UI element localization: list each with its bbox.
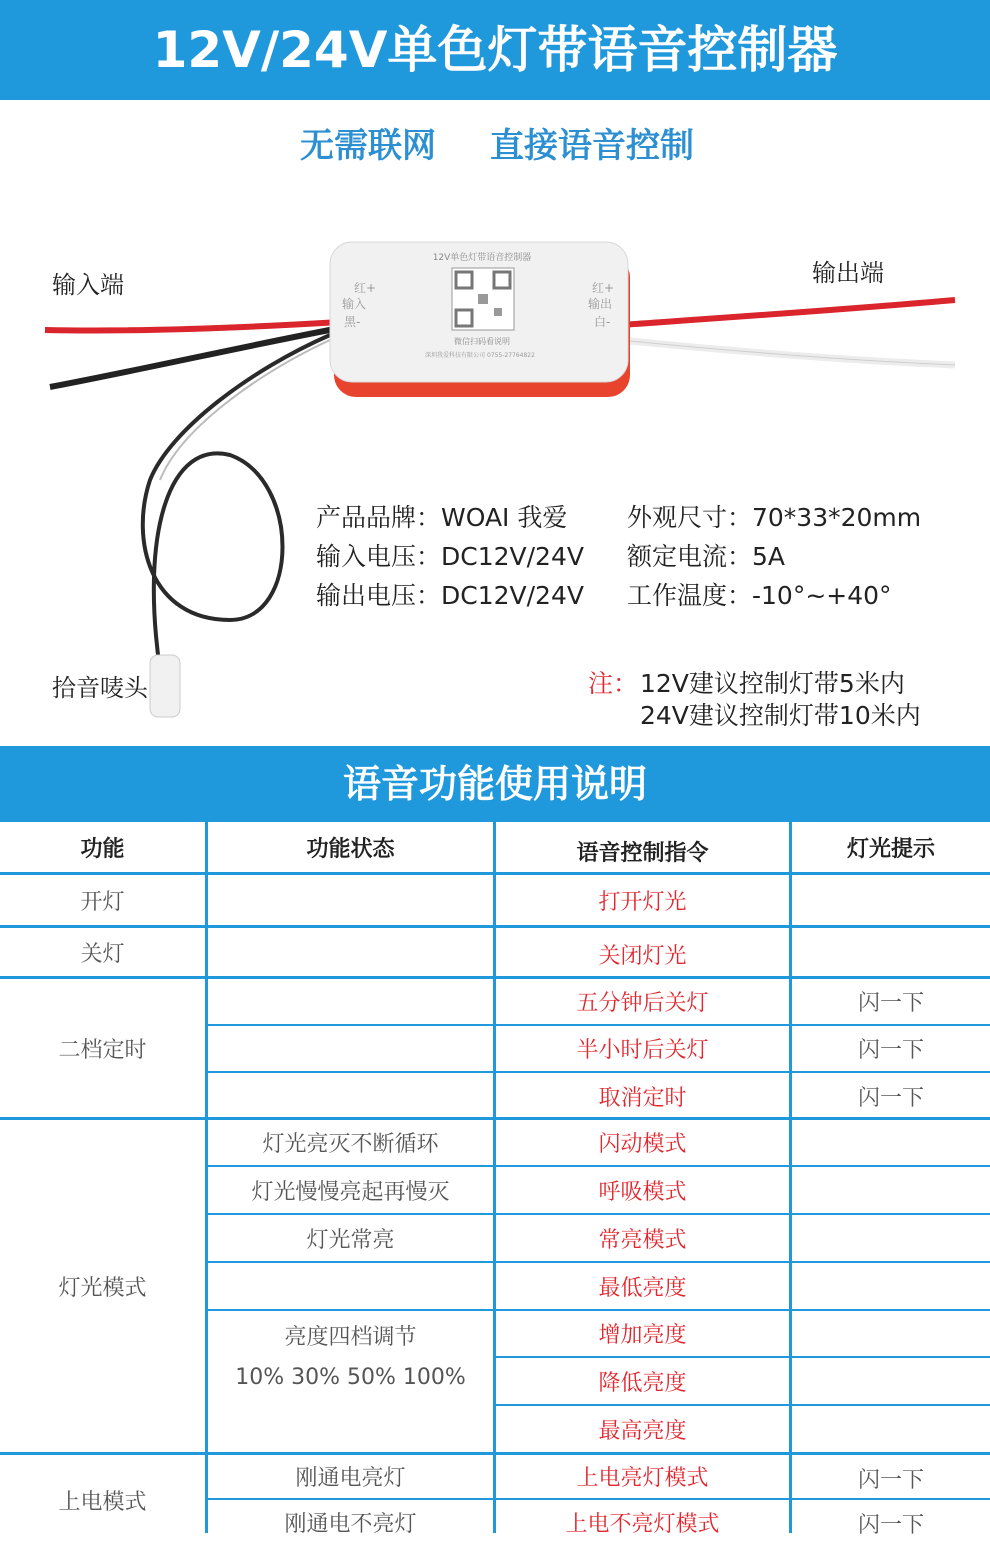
svg-text:深圳我爱科技有限公司 0755-27764822: 深圳我爱科技有限公司 0755-27764822 <box>425 352 535 359</box>
status-brightness-levels-title: 亮度四档调节 <box>284 1324 417 1350</box>
note-line-2: 24V建议控制灯带10米内 <box>640 701 921 730</box>
command-cell: 增加亮度 <box>598 1323 687 1348</box>
command-cell: 闪动模式 <box>598 1132 687 1157</box>
svg-text:微信扫码看说明: 微信扫码看说明 <box>454 337 510 346</box>
mic-cable <box>143 335 330 670</box>
hint-cell: 闪一下 <box>857 1513 924 1538</box>
command-cell: 半小时后关灯 <box>576 1038 709 1063</box>
command-cell: 上电不亮灯模式 <box>565 1512 720 1537</box>
svg-text:红+: 红+ <box>592 281 615 295</box>
command-cell: 最低亮度 <box>598 1275 687 1301</box>
page-title: 12V/24V单色灯带语音控制器 <box>0 0 990 100</box>
subtitle-no-network: 无需联网 <box>300 126 436 166</box>
section-title: 语音功能使用说明 <box>0 746 990 822</box>
command-cell: 五分钟后关灯 <box>576 991 709 1016</box>
note-line-1: 12V建议控制灯带5米内 <box>640 669 905 698</box>
hint-cell: 闪一下 <box>857 1085 924 1111</box>
command-cell: 最高亮度 <box>598 1418 687 1444</box>
svg-text:输入: 输入 <box>342 297 367 311</box>
hint-cell: 闪一下 <box>857 991 924 1016</box>
header-function: 功能 <box>80 836 125 862</box>
function-cell: 开灯 <box>80 889 125 915</box>
output-white-wire <box>620 340 955 365</box>
header-status: 功能状态 <box>306 836 395 862</box>
input-red-wire <box>45 322 340 331</box>
svg-text:白-: 白- <box>594 315 611 329</box>
mic-label: 拾音唛头 <box>52 674 148 702</box>
spec-size: 外观尺寸：70*33*20mm <box>627 503 922 532</box>
mic-head <box>150 655 180 717</box>
output-terminal-label: 输出端 <box>812 259 884 287</box>
command-cell: 降低亮度 <box>598 1370 687 1396</box>
header-command: 语音控制指令 <box>576 840 709 866</box>
function-cell: 灯光模式 <box>58 1275 147 1301</box>
svg-text:输出: 输出 <box>588 297 613 311</box>
spec-temperature: 工作温度：-10°~+40° <box>627 581 892 610</box>
subtitle-voice-control: 直接语音控制 <box>490 126 694 166</box>
function-cell: 上电模式 <box>58 1489 147 1515</box>
spec-input-voltage: 输入电压：DC12V/24V <box>316 542 584 571</box>
input-terminal-label: 输入端 <box>52 271 124 299</box>
command-cell: 关闭灯光 <box>598 943 687 969</box>
function-cell: 关灯 <box>80 941 125 967</box>
spec-brand: 产品品牌：WOAI 我爱 <box>316 503 568 532</box>
status-cell: 刚通电不亮灯 <box>284 1512 417 1537</box>
status-cell <box>208 1311 493 1404</box>
function-cell: 二档定时 <box>58 1037 147 1063</box>
status-cell: 刚通电亮灯 <box>295 1466 406 1491</box>
command-cell: 上电亮灯模式 <box>576 1466 709 1491</box>
header-hint: 灯光提示 <box>846 836 935 862</box>
status-cell: 灯光亮灭不断循环 <box>262 1132 439 1157</box>
status-cell: 灯光常亮 <box>306 1227 395 1253</box>
hint-cell: 闪一下 <box>857 1468 924 1493</box>
command-cell: 常亮模式 <box>598 1227 687 1253</box>
command-cell: 打开灯光 <box>598 889 687 915</box>
command-cell: 呼吸模式 <box>598 1179 687 1205</box>
spec-current: 额定电流：5A <box>627 542 786 571</box>
hint-cell: 闪一下 <box>857 1038 924 1063</box>
svg-text:黑-: 黑- <box>344 315 361 329</box>
status-brightness-levels-values: 10% 30% 50% 100% <box>235 1364 466 1390</box>
command-cell: 取消定时 <box>598 1085 687 1111</box>
note-mark: 注： <box>588 669 639 698</box>
status-cell: 灯光慢慢亮起再慢灭 <box>251 1179 450 1205</box>
output-red-wire <box>620 300 955 325</box>
spec-output-voltage: 输出电压：DC12V/24V <box>316 581 584 610</box>
svg-text:红+: 红+ <box>354 281 377 295</box>
svg-text:12V单色灯带语音控制器: 12V单色灯带语音控制器 <box>432 253 532 263</box>
